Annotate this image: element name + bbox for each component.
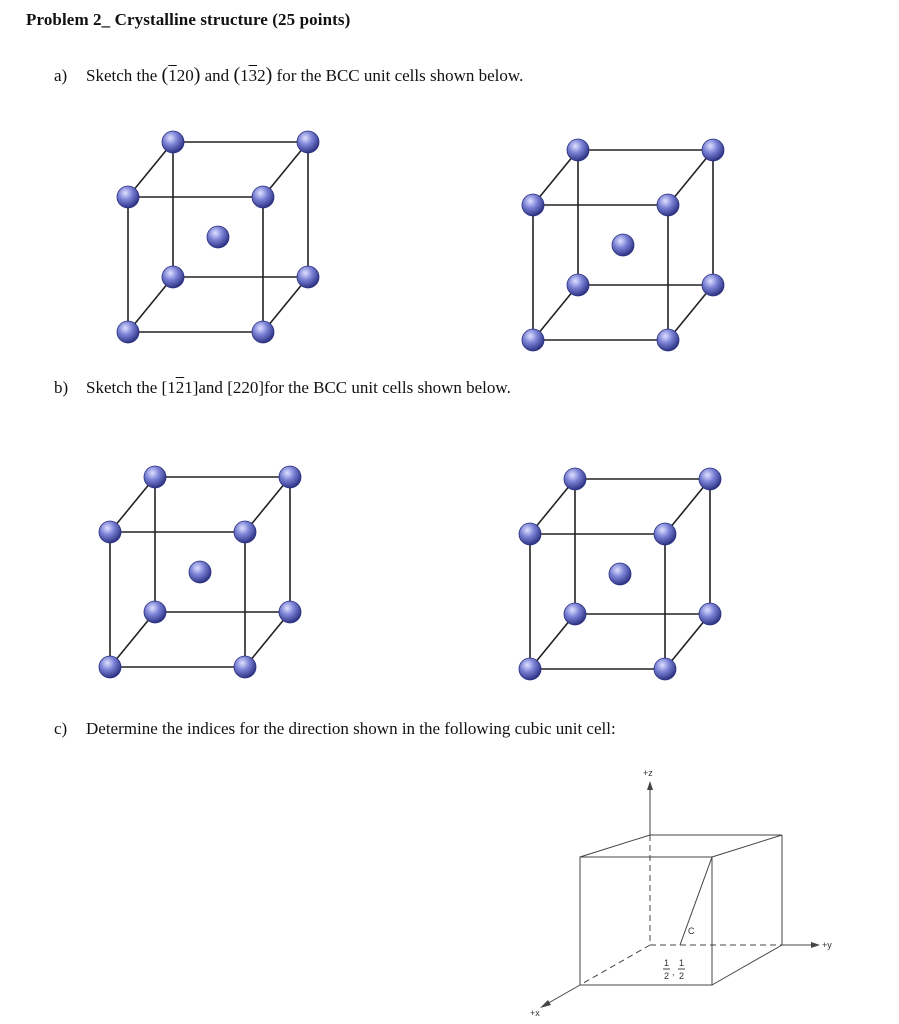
corner-atom	[654, 658, 676, 680]
y-axis-label: +y	[822, 940, 832, 950]
question-a-label: a)	[54, 66, 68, 85]
dir1-first-index: 1	[167, 378, 176, 397]
frac-num-2: 1	[679, 958, 685, 968]
corner-atom	[567, 139, 589, 161]
corner-atom	[657, 194, 679, 216]
corner-atom	[297, 266, 319, 288]
z-axis-arrow	[647, 781, 653, 790]
question-b-text-3: for the BCC unit cells shown below.	[264, 378, 511, 397]
corner-atom	[252, 321, 274, 343]
body-center-atom	[609, 563, 631, 585]
corner-atom	[279, 466, 301, 488]
x-axis-arrow	[540, 1000, 551, 1008]
frac-den-1: 2	[664, 971, 670, 981]
frac-num-1: 1	[664, 958, 670, 968]
dir1-last-index: 1	[184, 378, 193, 397]
corner-atom	[567, 274, 589, 296]
cubic-unit-cell	[530, 768, 832, 1018]
plane1-rest-index: 20	[176, 66, 194, 85]
frac-den-2: 2	[679, 971, 685, 981]
hidden-x-edge	[580, 945, 650, 985]
corner-atom	[522, 194, 544, 216]
corner-atom	[117, 321, 139, 343]
y-axis-arrow	[811, 942, 820, 948]
plane2-last-index: 2	[257, 66, 266, 85]
question-b: b) Sketch the [121]and [220]for the BCC unit cells shown below.	[54, 378, 511, 397]
corner-atom	[519, 658, 541, 680]
cube-right-face	[712, 835, 782, 985]
corner-atom	[99, 656, 121, 678]
corner-atom	[297, 131, 319, 153]
question-b-text-1: Sketch the	[86, 378, 162, 397]
cube-front-face	[580, 857, 712, 985]
x-axis-line	[545, 985, 580, 1005]
question-a-text-1: Sketch the	[86, 66, 162, 85]
body-center-atom	[207, 226, 229, 248]
body-center-atom	[612, 234, 634, 256]
question-c-text: Determine the indices for the direction shown in the following cubic unit cell:	[86, 719, 616, 738]
corner-atom	[252, 186, 274, 208]
dir1-bar-index: 2	[175, 378, 185, 397]
corner-atom	[99, 521, 121, 543]
plane2-first-index: 1	[240, 66, 249, 85]
problem-title: Problem 2_ Crystalline structure (25 points)	[26, 10, 351, 29]
direction-vector	[680, 857, 712, 945]
corner-atom	[702, 139, 724, 161]
plane2-bar-index: 3	[248, 66, 258, 85]
x-axis-label: +x	[530, 1008, 540, 1018]
body-center-atom	[189, 561, 211, 583]
plane1-bar-index: 1	[168, 66, 177, 85]
bcc-cell-b2	[519, 468, 721, 680]
question-a: a) Sketch the (120) and (132) for the BCC unit cells shown below.	[54, 64, 524, 86]
corner-atom	[702, 274, 724, 296]
corner-atom	[279, 601, 301, 623]
corner-atom	[699, 468, 721, 490]
question-a-text-2: and	[200, 66, 234, 85]
question-a-text-3: for the BCC unit cells shown below.	[272, 66, 524, 85]
bcc-cell-a2	[522, 139, 724, 351]
corner-atom	[144, 466, 166, 488]
question-b-label: b)	[54, 378, 69, 397]
corner-atom	[654, 523, 676, 545]
corner-atom	[117, 186, 139, 208]
corner-atom	[522, 329, 544, 351]
cube-top-face	[580, 835, 782, 857]
bcc-cell-a1	[117, 131, 319, 343]
corner-atom	[162, 266, 184, 288]
corner-atom	[564, 468, 586, 490]
frac-separator: ,	[672, 967, 675, 977]
corner-atom	[144, 601, 166, 623]
z-axis-label: +z	[643, 768, 653, 778]
corner-atom	[519, 523, 541, 545]
corner-atom	[657, 329, 679, 351]
corner-atom	[564, 603, 586, 625]
corner-atom	[234, 656, 256, 678]
point-label-c: C	[688, 926, 695, 936]
question-b-text-2: and	[198, 378, 228, 397]
dir2-index: 220	[232, 378, 259, 397]
bcc-cell-b1	[99, 466, 301, 678]
question-c-label: c)	[54, 719, 68, 738]
corner-atom	[234, 521, 256, 543]
corner-atom	[162, 131, 184, 153]
corner-atom	[699, 603, 721, 625]
